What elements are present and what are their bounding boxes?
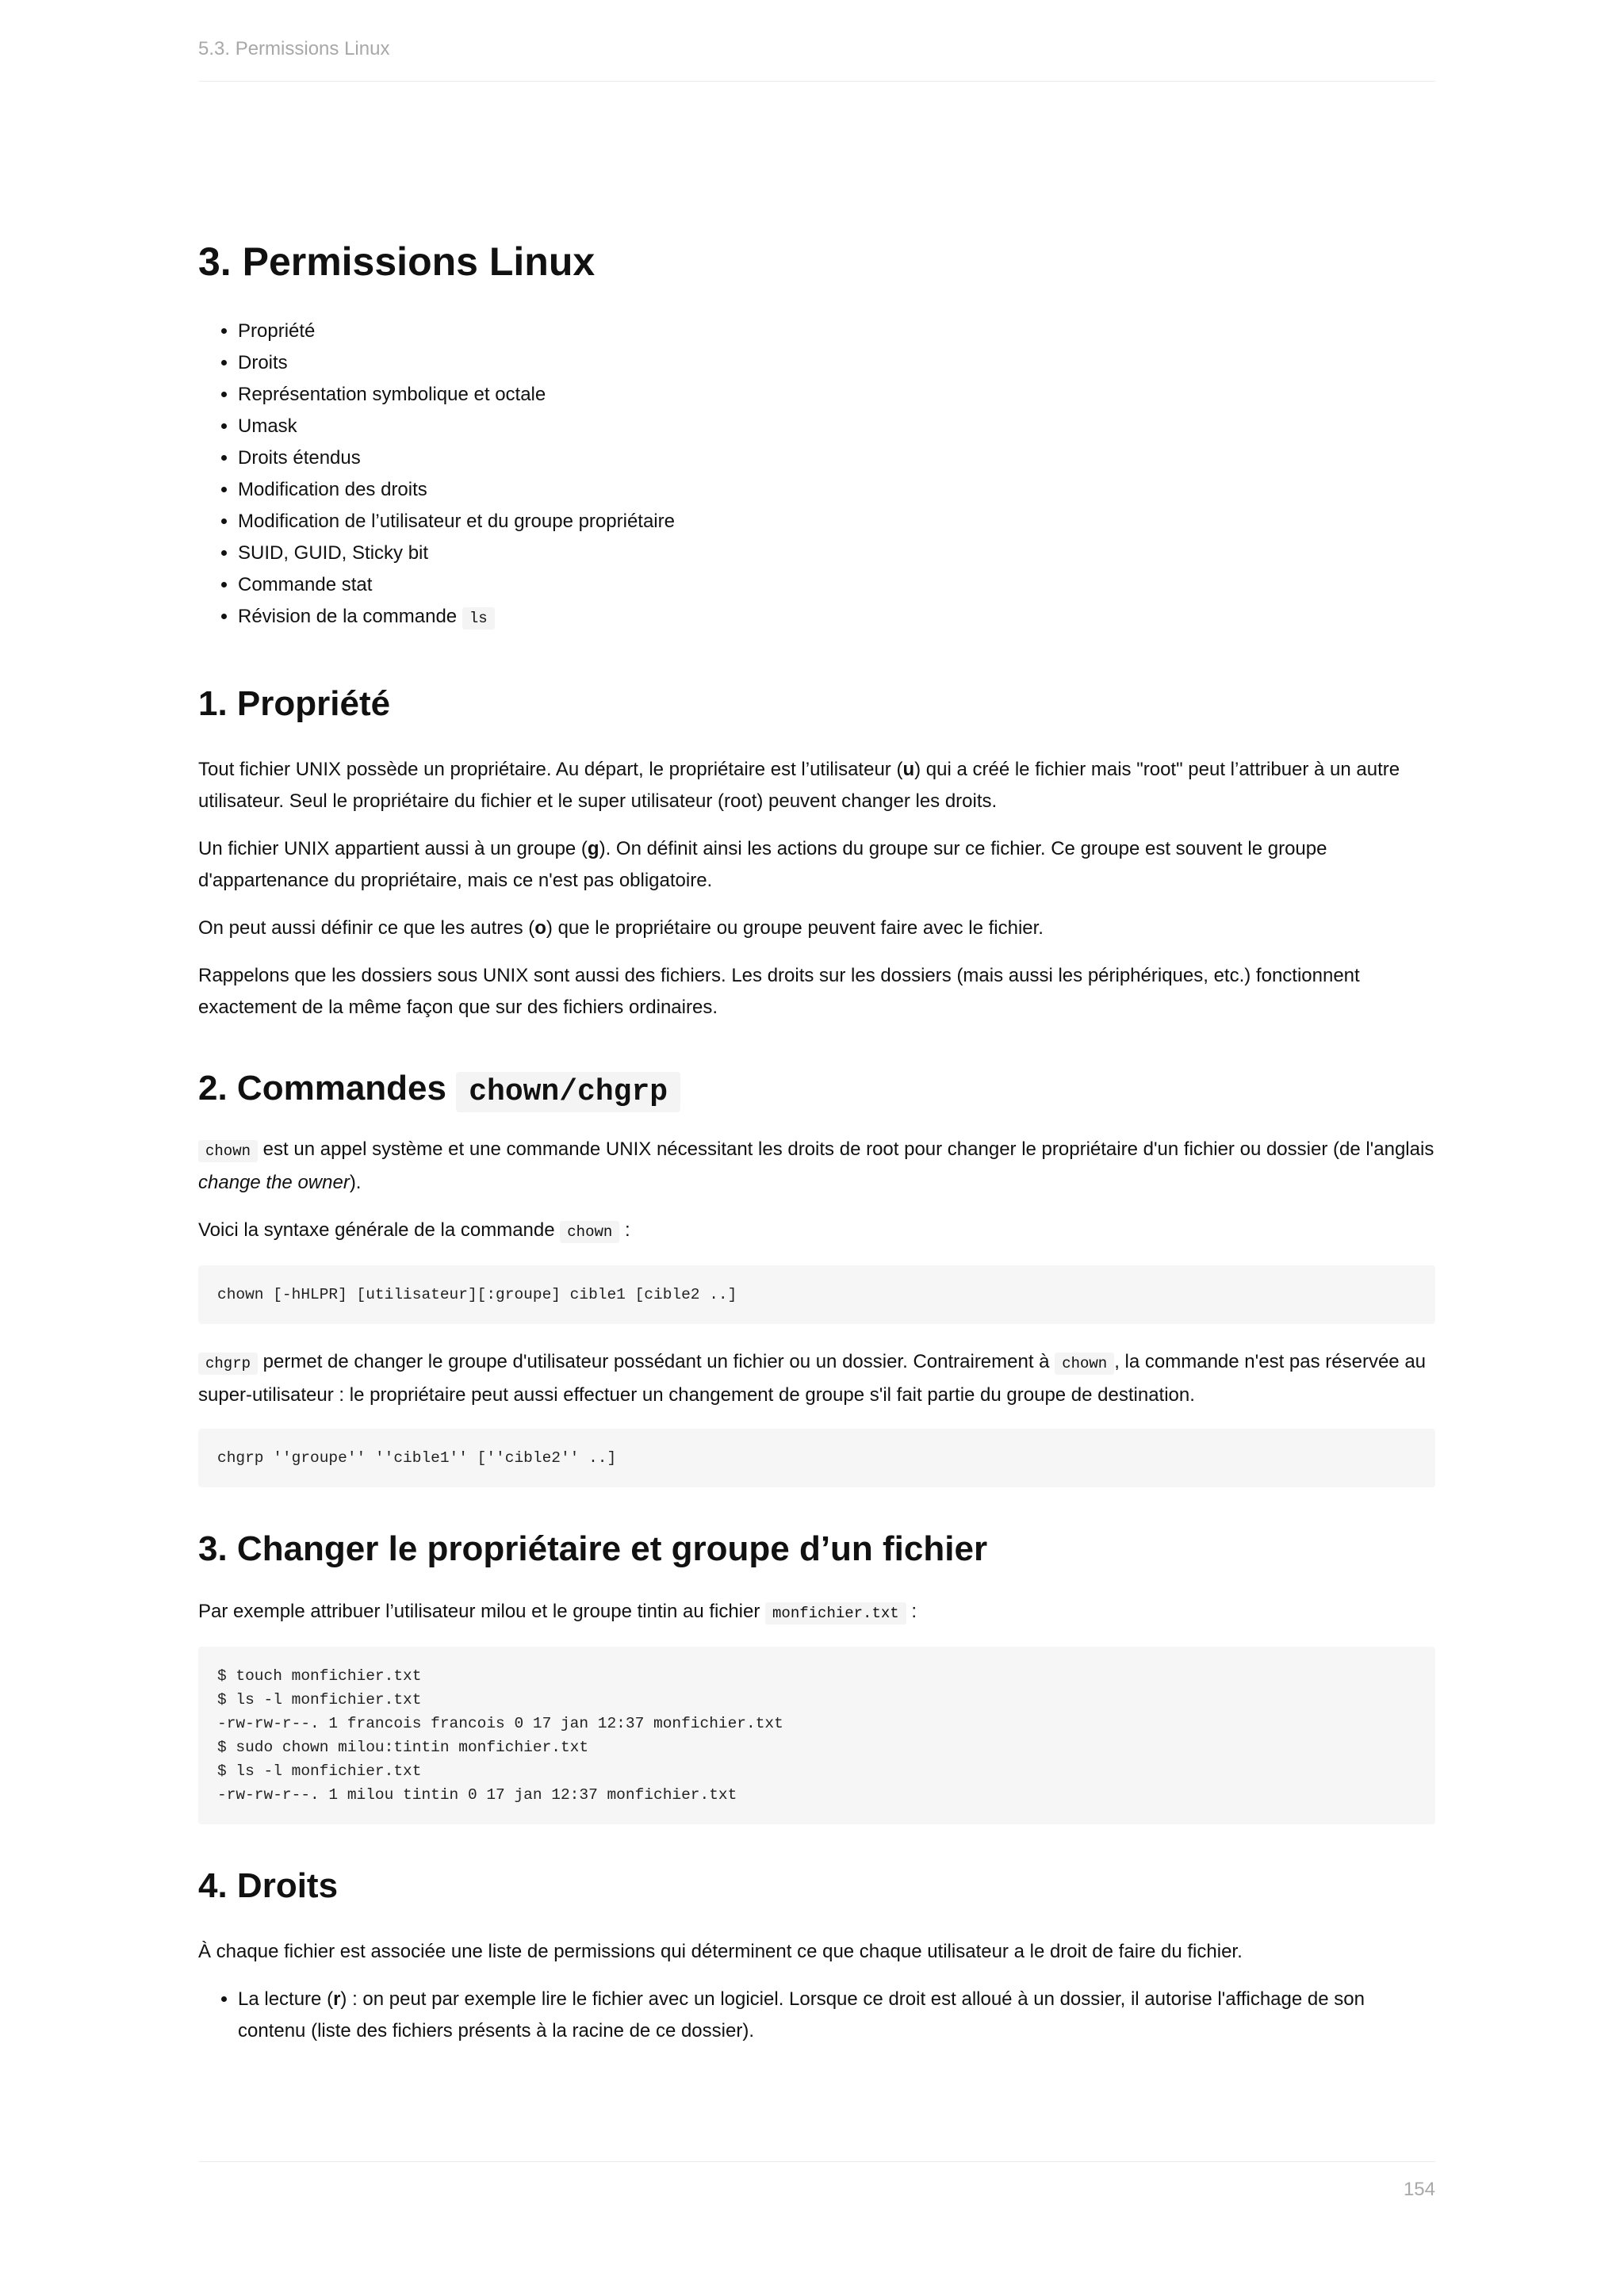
text: , la commande n'est pas réservée au super-utilisateur : le propriétaire peut aussi effectuer un changement de groupe s'il fait partie du groupe de destination. xyxy=(198,1351,1427,1406)
inline-code: ls xyxy=(462,607,495,629)
toc-item: • Représentation symbolique et octale xyxy=(238,379,1435,411)
paragraph: À chaque fichier est associée une liste de permissions qui déterminent ce que chaque utilisateur a le droit de faire du fichier. xyxy=(198,1940,1243,1962)
paragraph xyxy=(198,1215,1435,1248)
running-header: 5.3. Permissions Linux xyxy=(198,38,390,59)
text: On peut aussi définir ce que les autres ( xyxy=(198,916,535,939)
code-block: chgrp ''groupe'' ''cible1'' [''cible2'' ..] xyxy=(198,1429,1435,1487)
text: ) : on peut par exemple lire le fichier avec un logiciel. Lorsque ce droit est alloué à un dossier, il autorise l'affichage de son contenu (liste des fichiers présents à la racine de ce dossier). xyxy=(238,1988,1365,2042)
toc-item: • Droits xyxy=(238,347,1435,379)
text: ) qui a créé le fichier mais "root" peut l’attribuer à un autre utilisateur. Seul le propriétaire du fichier et le super utilisateur (root) peuvent changer les droits. xyxy=(198,758,1400,812)
section-title-droits: 4. Droits xyxy=(198,1866,339,1906)
chapter-toc xyxy=(198,316,1435,634)
text: Voici la syntaxe générale de la commande xyxy=(198,1219,561,1242)
inline-code: chown xyxy=(198,1140,258,1162)
inline-code: chown xyxy=(560,1221,619,1243)
paragraph xyxy=(198,1346,1435,1411)
paragraph xyxy=(198,1134,1435,1199)
text: : xyxy=(619,1219,630,1242)
text: ). On définit ainsi les actions du groupe sur ce fichier. Ce groupe est souvent le groupe d'appartenance du propriétaire, mais ce n'est pas obligatoire. xyxy=(198,837,1327,891)
bold-text: g xyxy=(587,837,599,859)
section-title-propriete: 1. Propriété xyxy=(198,684,391,723)
toc-item: • Modification des droits xyxy=(238,474,1435,506)
paragraph xyxy=(198,1596,1435,1629)
section-title-commandes xyxy=(198,1068,1435,1111)
paragraph xyxy=(198,754,1435,817)
toc-item-text: Révision de la commande xyxy=(238,606,462,627)
paragraph xyxy=(198,913,1435,944)
text: permet de changer le groupe d'utilisateur possédant un fichier ou un dossier. Contrairement à xyxy=(258,1351,1055,1373)
section-title-text: 2. Commandes xyxy=(198,1068,457,1108)
toc-item: • Modification de l’utilisateur et du groupe propriétaire xyxy=(238,506,1435,538)
text: Un fichier UNIX appartient aussi à un groupe ( xyxy=(198,837,588,859)
toc-item: • Droits étendus xyxy=(238,442,1435,474)
paragraph: Rappelons que les dossiers sous UNIX sont aussi des fichiers. Les droits sur les dossiers (mais aussi les périphériques, etc.) fonctionnent exactement de la même façon que sur des fichiers ordinaires. xyxy=(198,964,1360,1018)
bold-text: r xyxy=(333,1988,341,2010)
toc-item: • Commande stat xyxy=(238,569,1435,601)
text: La lecture ( xyxy=(238,1988,334,2010)
text: est un appel système et une commande UNIX nécessitant les droits de root pour changer le propriétaire d'un fichier ou dossier (de l'anglais xyxy=(258,1138,1434,1161)
toc-item: • Propriété xyxy=(238,316,1435,347)
inline-code: chgrp xyxy=(198,1353,258,1375)
section-title-changer: 3. Changer le propriétaire et groupe d’un fichier xyxy=(198,1529,988,1569)
header-divider xyxy=(198,81,1435,82)
text: ) que le propriétaire ou groupe peuvent faire avec le fichier. xyxy=(546,916,1044,939)
code-block: chown [-hHLPR] [utilisateur][:groupe] cible1 [cible2 ..] xyxy=(198,1265,1435,1324)
chapter-title: 3. Permissions Linux xyxy=(198,239,596,284)
list-item xyxy=(238,1984,1435,2047)
title-code: chown/chgrp xyxy=(456,1072,680,1112)
toc-item: • Umask xyxy=(238,411,1435,442)
bold-text: o xyxy=(534,916,546,939)
text: Par exemple attribuer l’utilisateur milou et le groupe tintin au fichier xyxy=(198,1601,766,1623)
bullet-list xyxy=(198,1984,1435,2047)
page-content xyxy=(198,238,1435,2047)
toc-item xyxy=(238,601,1435,634)
italic-text: change the owner xyxy=(198,1172,350,1194)
text: : xyxy=(906,1601,917,1623)
inline-code: monfichier.txt xyxy=(765,1602,906,1624)
code-block: $ touch monfichier.txt $ ls -l monfichier.txt -rw-rw-r--. 1 francois francois 0 17 jan 12:37 monfichier.txt $ sudo chown milou:tintin monfichier.txt $ ls -l monfichier.txt -rw-rw-r--. 1 milou tintin 0 17 jan 12:37 monfichier.txt xyxy=(198,1647,1435,1824)
inline-code: chown xyxy=(1055,1353,1114,1375)
paragraph xyxy=(198,833,1435,897)
text: Tout fichier UNIX possède un propriétaire. Au départ, le propriétaire est l’utilisateur ( xyxy=(198,758,903,780)
bold-text: u xyxy=(902,758,915,780)
text: ). xyxy=(349,1172,362,1194)
footer-divider xyxy=(198,2161,1435,2162)
page-number: 154 xyxy=(1403,2179,1435,2200)
toc-item: • SUID, GUID, Sticky bit xyxy=(238,538,1435,569)
